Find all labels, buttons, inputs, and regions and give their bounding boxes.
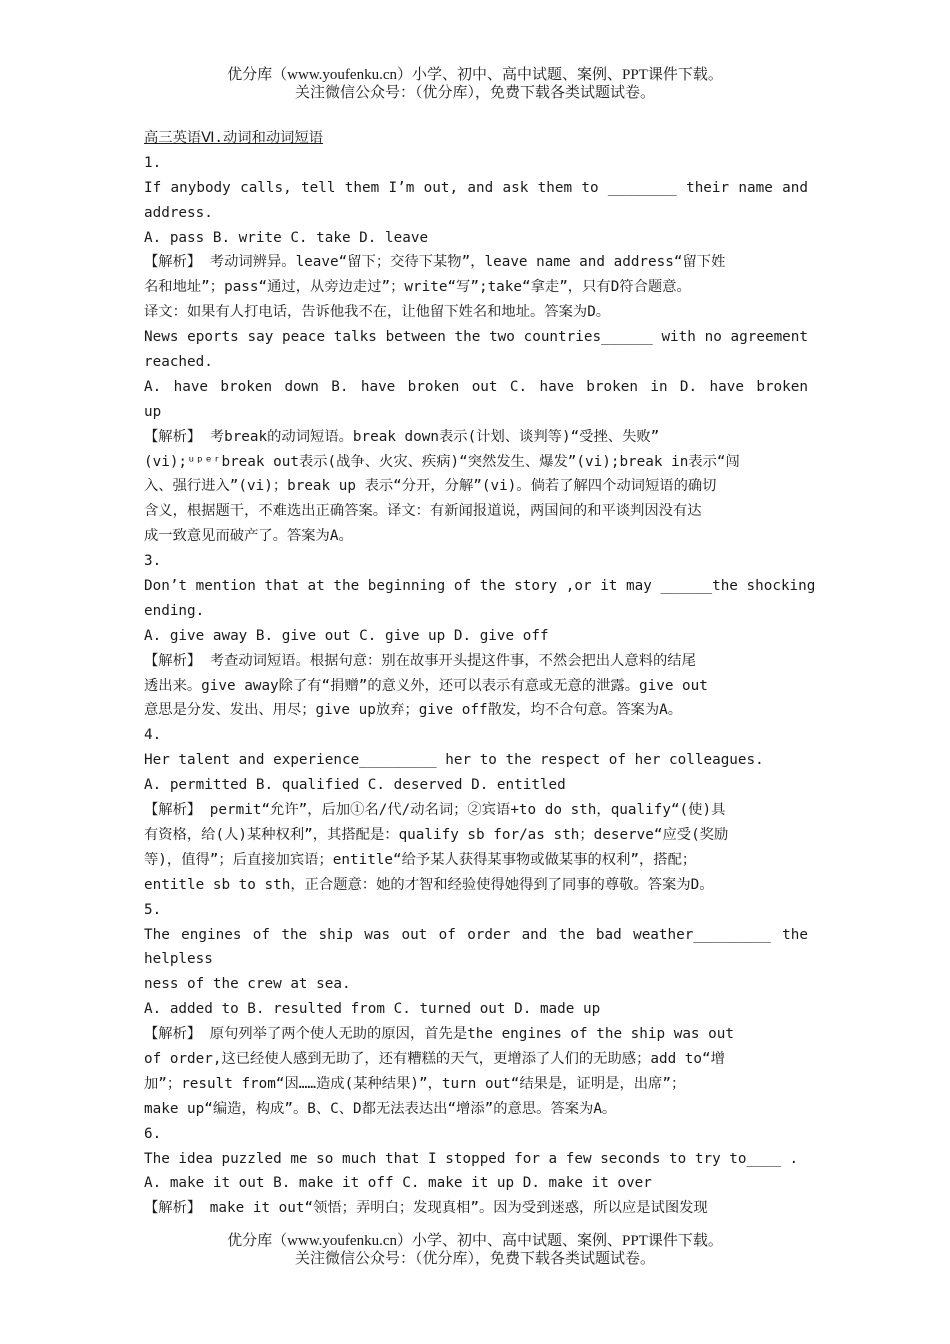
explanation-text: 【解析】 考break的动词短语。break down表示(计划、谈判等)“受挫、失败”	[144, 428, 660, 445]
question-number: 3.	[144, 553, 162, 570]
explanation-text: 意思是分发、发出、用尽；give up放弃；give off散发，均不合句意。答案为A。	[144, 702, 683, 719]
explanation-text: 加”；result from“因……造成(某种结果)”，turn out“结果是，证明是，出席”；	[144, 1075, 686, 1092]
question-text: Don’t mention that at the beginning of the story ,or it may ______the shocking	[144, 578, 816, 595]
explanation-text: 有资格，给(人)某种权利”，其搭配是：qualify sb for/as sth；deserve“应受(奖励	[144, 826, 729, 843]
answer-options: up	[144, 403, 162, 420]
explanation-text: (vi);ᵘᵖᵉʳbreak out表示(战争、火灾、疾病)“突然发生、爆发”(vi);break in表示“闯	[144, 453, 740, 470]
question-text: helpless	[144, 951, 213, 968]
answer-options: A. give away B. give out C. give up D. give off	[144, 627, 549, 644]
header-line-2: 关注微信公众号：（优分库），免费下载各类试题试卷。	[294, 85, 655, 101]
explanation-text: 透出来。give away除了有“捐赠”的意义外，还可以表示有意或无意的泄露。give out	[144, 677, 708, 694]
question-text: News eports say peace talks between the two countries______ with no agreement	[144, 329, 808, 346]
header-line-1: 优分库（www.youfenku.cn）小学、初中、高中试题、案例、PPT课件下载。	[227, 67, 723, 83]
explanation-text: 名和地址”；pass“通过，从旁边走过”；write“写”;take“拿走”，只有D符合题意。	[144, 279, 691, 296]
footer-line-2: 关注微信公众号：（优分库），免费下载各类试题试卷。	[294, 1251, 655, 1267]
question-number: 1.	[144, 154, 162, 171]
explanation-text: 成一致意见而破产了。答案为A。	[144, 528, 353, 545]
answer-options: A. added to B. resulted from C. turned out D. made up	[144, 1001, 601, 1018]
explanation-text: 【解析】 原句列举了两个使人无助的原因，首先是the engines of the ship was out	[144, 1026, 734, 1043]
explanation-text: 入、强行进入”(vi)；break up 表示“分开，分解”(vi)。倘若了解四个动词短语的确切	[144, 478, 717, 495]
answer-options: A. have broken down B. have broken out C. have broken in D. have broken	[144, 378, 808, 395]
explanation-text: 含义，根据题干，不难选出正确答案。译文：有新闻报道说，两国间的和平谈判因没有达	[144, 503, 702, 520]
question-text: ness of the crew at sea.	[144, 976, 351, 993]
explanation-text: of order,这已经使人感到无助了，还有糟糕的天气，更增添了人们的无助感；add to“增	[144, 1050, 725, 1067]
question-text: Her talent and experience_________ her to the respect of her colleagues.	[144, 752, 764, 769]
answer-options: A. pass B. write C. take D. leave	[144, 229, 429, 246]
question-text: ending.	[144, 602, 205, 619]
document-body	[144, 126, 816, 1221]
question-text: reached.	[144, 354, 213, 371]
question-text: The idea puzzled me so much that I stopped for a few seconds to try to____ .	[144, 1150, 799, 1167]
explanation-text: 【解析】 考查动词短语。根据句意：别在故事开头提这件事，不然会把出人意料的结尾	[144, 652, 696, 669]
question-text: The engines of the ship was out of order and the bad weather_________ the	[144, 926, 808, 943]
answer-options: A. make it out B. make it off C. make it up D. make it over	[144, 1175, 652, 1192]
question-text: address.	[144, 204, 213, 221]
page-header	[0, 66, 950, 102]
question-text: If anybody calls, tell them I’m out, and ask them to ________ their name and	[144, 179, 808, 196]
document-title: 高三英语Ⅵ.动词和动词短语	[144, 130, 324, 146]
question-number: 6.	[144, 1125, 162, 1142]
explanation-text: 【解析】 permit“允许”，后加①名/代/动名词；②宾语+to do sth，qualify“(使)具	[144, 802, 726, 819]
question-number: 4.	[144, 727, 162, 744]
explanation-text: 等)，值得”；后直接加宾语；entitle“给予某人获得某事物或做某事的权利”，搭配；	[144, 851, 697, 868]
explanation-text: make up“编造，构成”。B、C、D都无法表达出“增添”的意思。答案为A。	[144, 1100, 617, 1117]
explanation-text: 【解析】 make it out“领悟；弄明白；发现真相”。因为受到迷惑，所以应是试图发现	[144, 1200, 708, 1217]
footer-line-1: 优分库（www.youfenku.cn）小学、初中、高中试题、案例、PPT课件下载。	[227, 1233, 723, 1249]
explanation-text: entitle sb to sth，正合题意：她的才智和经验使得她得到了同事的尊敬。答案为D。	[144, 876, 714, 893]
answer-options: A. permitted B. qualified C. deserved D. entitled	[144, 777, 566, 794]
page-footer	[0, 1232, 950, 1268]
explanation-text: 【解析】 考动词辨异。leave“留下；交待下某物”，leave name and address“留下姓	[144, 254, 726, 271]
question-number: 5.	[144, 901, 162, 918]
explanation-text: 译文：如果有人打电话，告诉他我不在，让他留下姓名和地址。答案为D。	[144, 304, 611, 321]
